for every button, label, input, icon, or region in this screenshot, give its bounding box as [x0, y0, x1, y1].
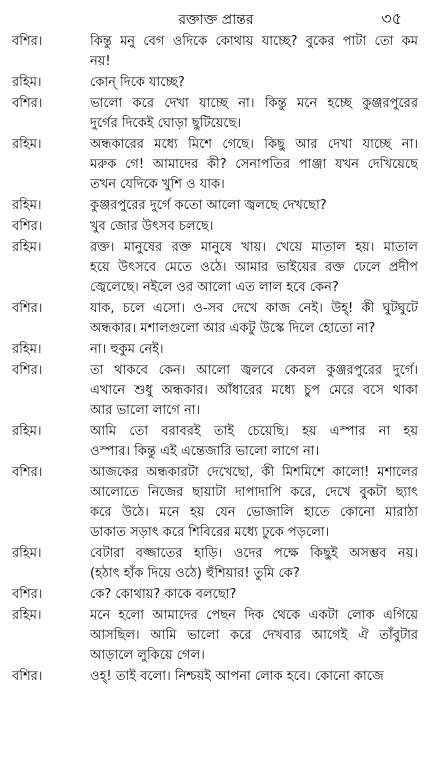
speaker-name: বশির। [12, 669, 43, 684]
speech-line: ভালো করে দেখা যাচ্ছে না। কিন্তু মনে হচ্ছে কুঞ্জরপুরের [90, 96, 418, 111]
speech-text [90, 422, 432, 462]
speech-line: আর ভালো লাগে না। [90, 403, 201, 418]
speech-text [90, 340, 432, 360]
speaker-name: রহিম। [12, 424, 42, 439]
speech-line: অন্ধকারের মধ্যে মিশে গেছে। কিছু আর দেখা যাচ্ছে না। [90, 137, 418, 152]
speech-text [90, 32, 432, 72]
speech-line: হয়ে উৎসবে মেতে ওঠে। আমার ভাইয়ের রক্ত ঢেলে প্রদীপ [90, 260, 418, 275]
dialogue-entry [0, 238, 432, 298]
speech-text [90, 135, 432, 195]
speaker-name: বশির। [12, 219, 43, 234]
page-header [0, 6, 432, 28]
speech-line: কিন্তু মনু বেগ ওদিকে কোথায় যাচ্ছে? বুকের পাটা তো কম [90, 34, 418, 49]
speech-text [90, 217, 432, 237]
running-title: রক্তাক্ত প্রান্তর [178, 12, 254, 28]
speaker-name: বশির। [12, 34, 43, 49]
speech-text [90, 196, 432, 216]
speaker-name: রহিম। [12, 608, 42, 623]
speech-line: মরুক গে! আমাদের কী? সেনাপতির পাঞ্জা যখন দেখিয়েছে [90, 157, 418, 172]
speech-text [90, 73, 432, 93]
speech-text [90, 238, 432, 298]
speech-text [90, 585, 432, 605]
speech-line: কুঞ্জরপুরের দুর্গে কতো আলো জ্বলছে দেখছো? [90, 198, 327, 213]
speech-line: ডাকাত সড়াৎ করে শিবিরের মধ্যে ঢুকে পড়লো। [90, 525, 330, 540]
speech-line: করে উঠে। মনে হয় যেন ভোজালি হাতে কোনো মারাঠা [90, 505, 418, 520]
speaker-name: রহিম। [12, 342, 42, 357]
speech-text [90, 299, 432, 339]
speaker-name: রহিম। [12, 75, 42, 90]
speech-text [90, 544, 432, 584]
speech-line: না। হুকুম নেই। [90, 342, 164, 357]
dialogue-entry [0, 422, 432, 462]
speech-line: জ্বেলেছে। নইলে ওর আলো এত লাল হবে কেন? [90, 280, 339, 295]
speaker-name: রহিম। [12, 240, 42, 255]
speech-line: আসছিল। আমি ভালো করে দেখবার আগেই ঐ তাঁবুটার [90, 628, 418, 643]
dialogue-entry [0, 585, 432, 605]
dialogue-entry [0, 544, 432, 584]
speaker-name: রহিম। [12, 546, 42, 561]
speech-line: আমি তো বরাবরই তাই চেয়েছি। হয় এস্পার না হয় [90, 424, 418, 439]
speaker-name: বশির। [12, 465, 43, 480]
speech-line: অন্ধকার। মশালগুলো আর একটু উস্কে দিলে হোতো না? [90, 321, 376, 336]
speech-line: আলোতে নিজের ছায়াটা দাপাদাপি করে, দেখে বুকটা ছ্যাৎ [90, 485, 418, 500]
speech-text [90, 606, 432, 666]
speech-line: রক্ত। মানুষের রক্ত মানুষে খায়। খেয়ে মাতাল হয়। মাতাল [90, 240, 418, 255]
speech-line: কোন্ দিকে যাচ্ছে? [90, 75, 185, 90]
speaker-name: রহিম। [12, 198, 42, 213]
speech-line: দুর্গের দিকেই ঘোড়া ছুটিয়েছে। [90, 116, 242, 131]
speech-text [90, 463, 432, 543]
speech-line: ওস্পার। কিন্তু এই এন্তেজারি ভালো লাগে না। [90, 444, 320, 459]
dialogue-list [0, 32, 432, 688]
speech-line: মনে হলো আমাদের পেছন দিক থেকে একটা লোক এগিয়ে [90, 608, 418, 623]
speaker-name: বশির। [12, 301, 43, 316]
speaker-name: বশির। [12, 96, 43, 111]
dialogue-entry [0, 32, 432, 72]
speaker-name: বশির। [12, 363, 43, 378]
speech-text [90, 361, 432, 421]
speech-line: খুব জোর উৎসব চলছে। [90, 219, 214, 234]
speech-line: ওহ্! তাই বলো। নিশ্চয়ই আপনা লোক হবে। কোনো কাজে [90, 669, 384, 684]
speech-line: নয়! [90, 54, 111, 69]
speech-line: যাক, চলে এসো। ও-সব দেখে কাজ নেই। উহ্! কী ঘুটঘুটে [90, 301, 418, 316]
speech-line: কে? কোথায়? কাকে বলছো? [90, 587, 237, 602]
speech-line: আড়ালে লুকিয়ে গেল। [90, 648, 205, 663]
speech-line: তখন যেদিকে খুশি ও যাক। [90, 177, 225, 192]
dialogue-entry [0, 299, 432, 339]
speech-text [90, 667, 432, 687]
speech-line: তা থাকবে কেন। আলো জ্বলবে কেবল কুঞ্জরপুরের দুর্গে। [90, 363, 418, 378]
speech-line: এখানে শুধু অন্ধকার। আঁধারের মধ্যে চুপ মেরে বসে থাকা [90, 383, 418, 398]
speech-text [90, 94, 432, 134]
dialogue-entry [0, 196, 432, 216]
speaker-name: রহিম। [12, 137, 42, 152]
speaker-name: বশির। [12, 587, 43, 602]
page-number: ৩৫ [381, 9, 402, 28]
dialogue-entry [0, 135, 432, 195]
dialogue-entry [0, 606, 432, 666]
dialogue-entry [0, 217, 432, 237]
dialogue-entry [0, 463, 432, 543]
speech-line: বেটারা বজ্জাতের হাড়ি। ওদের পক্ষে কিছুই অসম্ভব নয়। [90, 546, 418, 561]
speech-line: (হঠাৎ হাঁক দিয়ে ওঠে) হুঁশিয়ার! তুমি কে? [90, 566, 300, 581]
dialogue-entry [0, 94, 432, 134]
dialogue-entry [0, 667, 432, 687]
dialogue-entry [0, 340, 432, 360]
dialogue-entry [0, 73, 432, 93]
speech-line: আজকের অন্ধকারটা দেখেছো, কী মিশমিশে কালো! মশালের [90, 465, 418, 480]
dialogue-entry [0, 361, 432, 421]
